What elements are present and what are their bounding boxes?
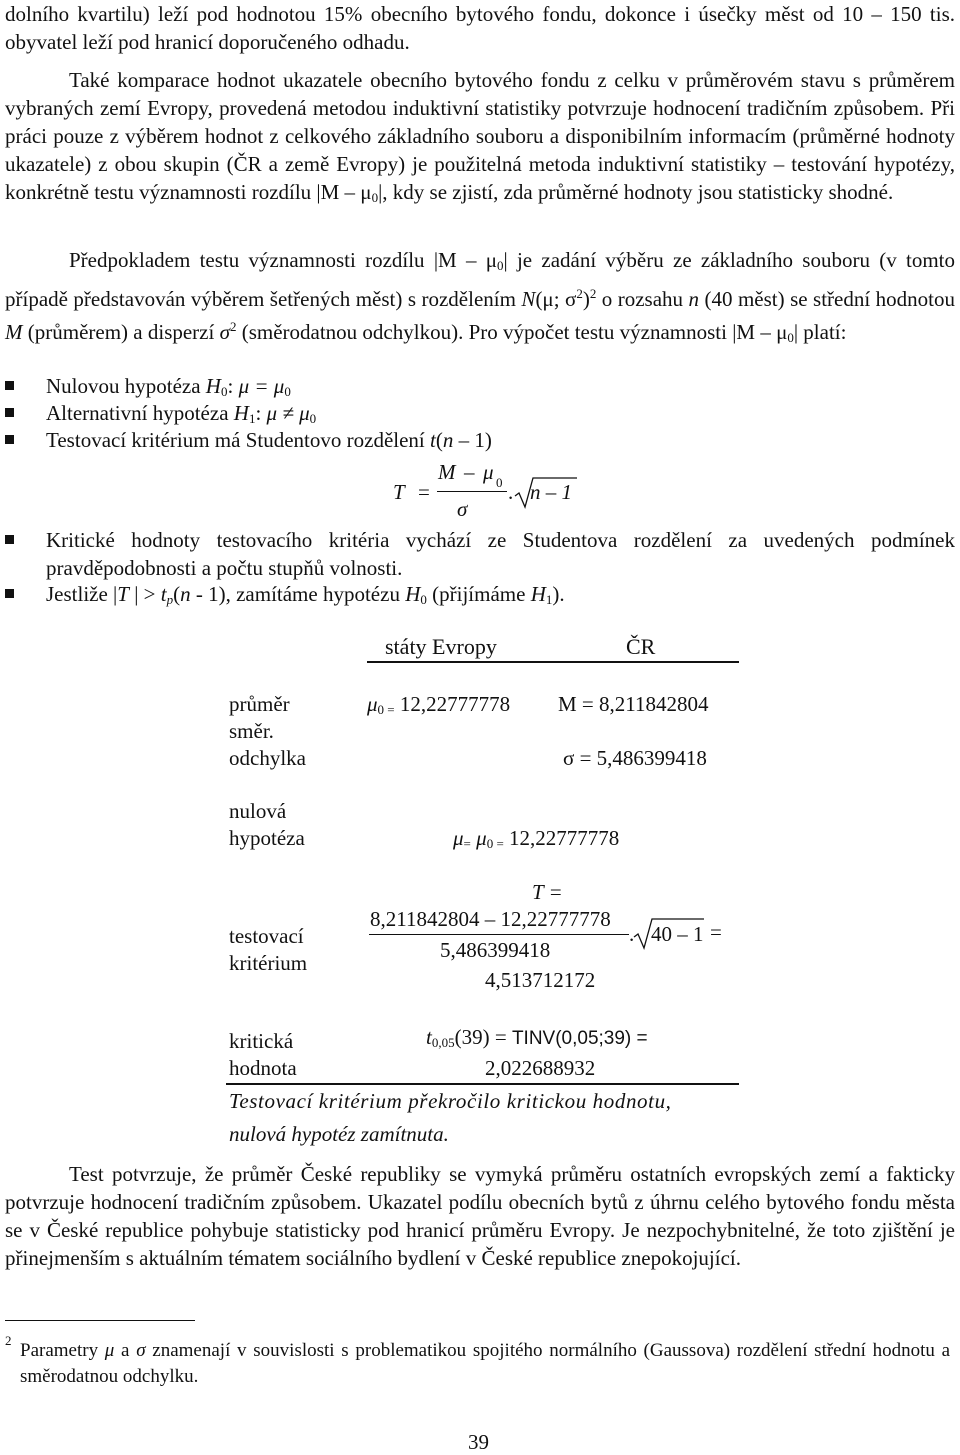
text: TINV(0,05;39) = — [511, 1028, 648, 1049]
row-test-dot: . — [629, 922, 635, 946]
row-sd-label-b: odchylka — [229, 746, 306, 770]
text: Předpokladem testu významnosti rozdílu |M – μ — [69, 248, 497, 272]
text: μ ≠ μ — [266, 401, 310, 425]
subscript: p — [166, 592, 174, 607]
text: ) — [582, 287, 590, 311]
bullet-critical-values — [5, 526, 955, 582]
page-number: 39 — [468, 1430, 489, 1454]
text: t — [160, 582, 167, 606]
text: μ — [453, 826, 464, 850]
paragraph-conclusion — [5, 1160, 955, 1272]
formula-den-sigma: σ — [457, 497, 468, 521]
conclusion-line-1: Testovací kritérium překročilo kritickou hodnotu, — [229, 1089, 672, 1113]
text: t — [426, 1025, 432, 1049]
subscript: 0 — [371, 190, 379, 205]
text: n — [688, 287, 700, 311]
row-test-result: 4,513712172 — [485, 968, 596, 992]
subscript: = — [463, 836, 471, 851]
text: | je zadání výběru ze základního souboru (v tomto případě představován výběrem šetřených měst) s rozdělením — [5, 248, 955, 311]
footnote-mark: 2 — [5, 1333, 12, 1348]
text: Parametry — [20, 1340, 105, 1361]
row-critical-formula — [426, 1025, 648, 1051]
text: μ — [104, 1340, 115, 1361]
subscript: 0 = — [486, 836, 504, 851]
text: N — [521, 287, 536, 311]
subscript: 0 = — [377, 702, 395, 717]
paragraph-comparison — [5, 66, 955, 212]
row-test-label-a: testovací — [229, 924, 304, 948]
subscript: 0 — [309, 411, 317, 426]
row-mean-europe — [367, 692, 510, 718]
formula-radicand — [530, 480, 572, 505]
text: H — [530, 582, 546, 606]
text: - 1), zamítáme hypotézu — [190, 582, 406, 606]
superscript: 2 — [576, 286, 583, 301]
header-underline — [367, 661, 739, 663]
row-null-formula — [453, 826, 619, 852]
row-test-denominator: 5,486399418 — [440, 938, 551, 962]
subscript: 0 — [420, 592, 427, 607]
text: ). — [552, 582, 565, 606]
text: ( — [173, 582, 181, 606]
formula-dot: . — [508, 480, 514, 504]
fraction-bar — [437, 491, 507, 492]
text: 12,22777778 — [399, 692, 511, 716]
subscript: 1 — [545, 592, 553, 607]
text: H — [405, 582, 421, 606]
text: Test potvrzuje, že průměr České republiky se vymyká průměru ostatních evropských zemí a fakticky potvrzuje hodnocení tradičním způsobem. Ukazatel podílu obecních bytů z úhrnu celého bytového fondu města se v České republice pohybuje statisticky pod hranicí průměru Evropy. Je nezpochybnitelné, že toto zjištění je přinejmenším s aktuálním tématem sociálního bydlení v České republice znepokojující. — [5, 1162, 955, 1270]
text: T — [117, 582, 129, 606]
text: : — [227, 374, 239, 398]
table-header-cr: ČR — [626, 634, 656, 659]
text: n – 1 — [530, 480, 572, 504]
text: H — [205, 374, 221, 398]
text: znamenají v souvislosti s problematikou spojitého normálního (Gaussova) rozdělení střední hodnotu a směrodatnou odchylku. — [20, 1340, 951, 1387]
superscript: 2 — [229, 319, 237, 334]
formula-num-m: M — [438, 460, 456, 484]
text: – 1) — [453, 428, 492, 452]
text: σ — [136, 1340, 146, 1361]
table-header-evropa: státy Evropy — [385, 634, 497, 659]
formula-num-minus: – — [464, 460, 475, 484]
text: H — [233, 401, 249, 425]
text: (39) = — [454, 1025, 512, 1049]
subscript: 0,05 — [431, 1035, 455, 1050]
text: (přijímáme — [426, 582, 531, 606]
bullet-test-criterion — [5, 426, 955, 454]
row-null-label-a: nulová — [229, 799, 287, 823]
text: Testovací kritérium má Studentovo rozdělení — [46, 428, 431, 452]
text: Nulovou hypotéza — [46, 374, 206, 398]
footnote-text — [20, 1338, 950, 1390]
conclusion-line-2: nulová hypotéz zamítnuta. — [229, 1122, 449, 1146]
row-test-label-b: kritérium — [229, 951, 308, 975]
footnote-ref: 2 — [589, 286, 597, 301]
formula-equals: = — [418, 480, 430, 504]
text: σ — [219, 320, 230, 344]
text: Jestliže | — [46, 582, 118, 606]
row-mean-cr: M = 8,211842804 — [558, 692, 709, 716]
text: t — [430, 428, 436, 452]
subscript: 0 — [496, 258, 504, 273]
text: (40 měst) se střední hodnotou — [699, 287, 955, 311]
text: (μ; σ — [535, 287, 577, 311]
bullet-square-icon — [5, 589, 14, 598]
text: 12,22777778 — [509, 826, 620, 850]
text: μ — [476, 826, 487, 850]
text: (směrodatnou odchylkou). Pro výpočet testu významnosti |M – μ — [236, 320, 788, 344]
text: a — [114, 1340, 137, 1361]
subscript: 0 — [787, 330, 794, 345]
formula-num-mu: μ — [483, 460, 494, 484]
text: | platí: — [793, 320, 847, 344]
row-test-numerator: 8,211842804 – 12,22777778 — [370, 907, 611, 931]
bullet-decision-rule — [5, 580, 955, 614]
row-test-equals: = — [710, 920, 722, 944]
paragraph-intro: dolního kvartilu) leží pod hodnotou 15% obecního bytového fondu, dokonce i úsečky měst od 10 – 150 tis. obyvatel leží pod hranicí doporučeného odhadu. — [5, 2, 955, 54]
formula-t: T — [393, 480, 405, 504]
text: Alternativní hypotéza — [46, 401, 234, 425]
row-critical-value: 2,022688932 — [485, 1056, 596, 1080]
subscript: 0 — [220, 384, 228, 399]
row-test-t: T = — [532, 880, 563, 904]
row-null-label-b: hypotéza — [229, 826, 305, 850]
row-test-radicand: 40 – 1 — [651, 922, 704, 946]
paragraph-comparison-b: Při práci pouze z výběrem hodnot z celkového základního souboru a disponibilním informacím (průměrné hodnoty ukazatele) z obou skupin (ČR a země Evropy) je použitelná metoda induktivní statistiky – testování hypotézy, konkrétně testu významnosti rozdílu |M – μ — [5, 96, 955, 204]
text: n — [180, 582, 191, 606]
paragraph-comparison-a: Také komparace hodnot ukazatele obecního bytového fondu z celku v průměrovém stavu s průměrem vybraných zemí Evropy, provedená metodou induktivní statistiky potvrzuje hodnocení tradičním způsobem. — [5, 68, 955, 120]
subscript: 1 — [248, 411, 256, 426]
bullet-square-icon — [5, 435, 14, 444]
text: : — [255, 401, 267, 425]
text: o rozsahu — [596, 287, 689, 311]
row-critical-label-b: hodnota — [229, 1056, 297, 1080]
text: Kritické hodnoty testovacího kritéria vychází ze Studentova rozdělení za uvedených podmínek pravděpodobnosti a počtu stupňů volnosti. — [46, 528, 955, 580]
footnote-separator — [5, 1320, 195, 1321]
row-critical-label-a: kritická — [229, 1029, 294, 1053]
text: μ = μ — [238, 374, 285, 398]
bullet-square-icon — [5, 535, 14, 544]
formula-num-sub: 0 — [496, 475, 503, 490]
paragraph-comparison-c: |, kdy se zjistí, zda průměrné hodnoty jsou statisticky shodné. — [378, 180, 894, 204]
row-sd-label-a: směr. — [229, 719, 274, 743]
text: μ — [367, 692, 378, 716]
row-sd-cr: σ = 5,486399418 — [563, 746, 707, 770]
fraction-bar — [369, 934, 629, 935]
row-mean-label: průměr — [229, 692, 290, 716]
text: n — [442, 428, 454, 452]
text: ( — [435, 428, 443, 452]
bullet-square-icon — [5, 381, 14, 390]
paragraph-assumption — [5, 246, 955, 352]
subscript: 0 — [284, 384, 291, 399]
table-bottom-rule — [226, 1083, 739, 1085]
text: M — [5, 320, 23, 344]
text: | > — [128, 582, 161, 606]
bullet-square-icon — [5, 408, 14, 417]
text: (průměrem) a disperzí — [22, 320, 220, 344]
